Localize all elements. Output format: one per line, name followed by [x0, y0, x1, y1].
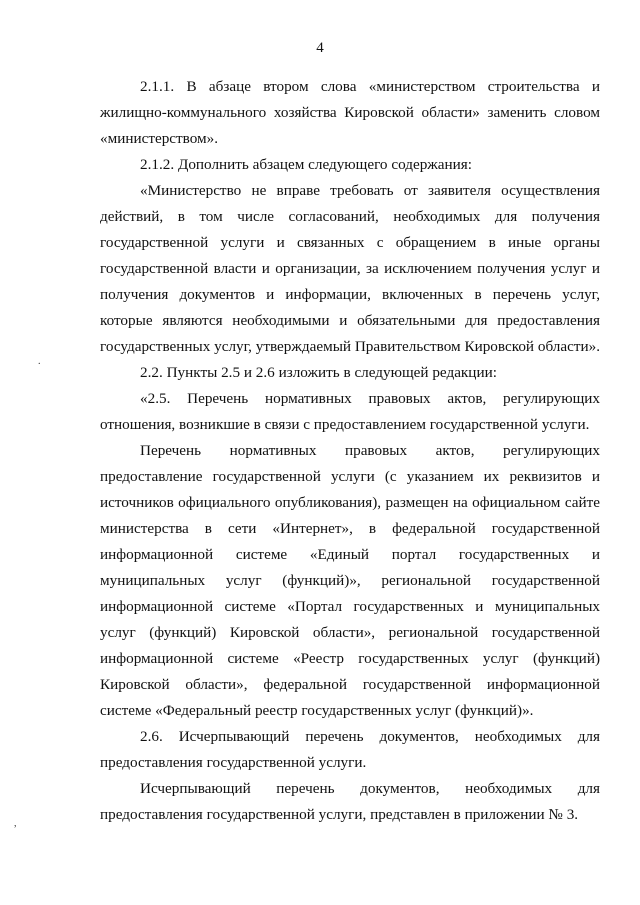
scan-speck: , [14, 818, 17, 829]
document-body [100, 74, 600, 828]
paragraph-2-6-heading: 2.6. Исчерпывающий перечень документов, необходимых для предоставления государственной услуги. [100, 728, 600, 771]
paragraph-2-1-2: 2.1.2. Дополнить абзацем следующего содержания: [140, 156, 472, 173]
paragraph-2-1-1: 2.1.1. В абзаце втором слова «министерством строительства и жилищно-коммунального хозяйства Кировской области» заменить словом «министерством». [100, 78, 600, 147]
paragraph-2-2: 2.2. Пункты 2.5 и 2.6 изложить в следующей редакции: [140, 364, 497, 381]
page-number: 4 [316, 40, 324, 56]
paragraph-2-5-heading: «2.5. Перечень нормативных правовых актов, регулирующих отношения, возникшие в связи с предоставлением государственной услуги. [100, 390, 600, 433]
scan-speck: . [38, 356, 41, 367]
paragraph-2-5-body: Перечень нормативных правовых актов, регулирующих предоставление государственной услуги (с указанием их реквизитов и источников официального опубликования), размещен на официальном сайте министерства в сети «Интернет», в федеральной государственной информационной системе «Единый портал государственных и муниципальных услуг (функций)», региональной государственной информационной системе «Портал государственных и муниципальных услуг (функций) Кировской области», региональной государственной информационной системе «Реестр государственных услуг (функций) Кировской области», федеральной государственной информационной системе «Федеральный реестр государственных услуг (функций)». [100, 442, 600, 719]
paragraph-2-6-body: Исчерпывающий перечень документов, необходимых для предоставления государственной услуги, представлен в приложении № 3. [100, 780, 600, 823]
paragraph-quote-ministry: «Министерство не вправе требовать от заявителя осуществления действий, в том числе согласований, необходимых для получения государственной услуги и связанных с обращением в иные органы государственной власти и организации, за исключением получения услуг и получения документов и информации, включенных в перечень услуг, которые являются необходимыми и обязательными для предоставления государственных услуг, утверждаемый Правительством Кировской области». [100, 182, 601, 355]
